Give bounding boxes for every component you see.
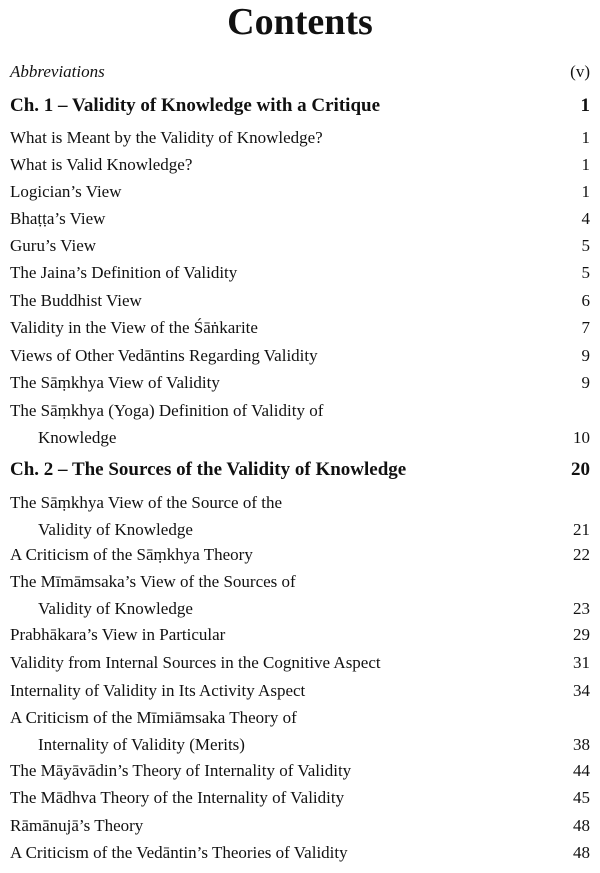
toc-entry-continuation: Validity of Knowledge	[38, 599, 193, 618]
toc-entry-text: Prabhākara’s View in Particular	[10, 625, 226, 644]
toc-page-number: 20	[571, 459, 590, 480]
toc-page-number: 1	[581, 182, 590, 201]
toc-entry-text: Validity from Internal Sources in the Cognitive Aspect	[10, 653, 381, 672]
toc-entry	[10, 151, 590, 178]
toc-entry-text: Rāmānujā’s Theory	[10, 816, 144, 835]
toc-entry	[10, 839, 590, 866]
toc-entry-text: What is Meant by the Validity of Knowledge?	[10, 128, 323, 147]
toc-entry	[10, 342, 590, 369]
toc-entry-text: Internality of Validity in Its Activity Aspect	[10, 681, 306, 700]
toc-page-number: 22	[573, 545, 590, 564]
toc-page-number: 9	[581, 373, 590, 392]
toc-page-number: 1	[581, 155, 590, 174]
toc-entry-continuation: Internality of Validity (Merits)	[38, 735, 245, 754]
toc-page-number: 29	[573, 625, 590, 644]
toc-page-number: 9	[581, 346, 590, 365]
toc-entry-text: Guru’s View	[10, 236, 97, 255]
toc-page-number: 5	[581, 263, 590, 282]
toc-entry-text: Bhaṭṭa’s View	[10, 209, 106, 228]
toc-entry	[10, 124, 590, 151]
toc-entry	[10, 205, 590, 232]
toc-page-number: 21	[573, 520, 590, 539]
toc-page-number: 1	[581, 128, 590, 147]
toc-entry	[10, 232, 590, 259]
toc-entry-text: A Criticism of the Sāṃkhya Theory	[10, 545, 253, 564]
toc-entry-text: A Criticism of the Vedāntin’s Theories of Validity	[10, 843, 348, 862]
toc-entry-text: The Buddhist View	[10, 291, 142, 310]
toc-chapter-title: Ch. 2 – The Sources of the Validity of Knowledge	[10, 459, 407, 480]
toc-entry	[10, 812, 590, 839]
toc-page-number: 44	[573, 761, 590, 780]
toc-entry-text: The Jaina’s Definition of Validity	[10, 263, 238, 282]
toc-entry-continuation: Validity of Knowledge	[38, 520, 193, 539]
toc-page-number: 48	[573, 843, 590, 862]
toc-page-number: 38	[573, 735, 590, 754]
toc-page-number: 1	[580, 95, 590, 116]
toc-page-number: 5	[581, 236, 590, 255]
toc-entry-text: The Sāṃkhya (Yoga) Definition of Validity of	[10, 401, 324, 420]
toc-entry-continuation: Knowledge	[38, 428, 117, 447]
toc-page-number: 7	[581, 318, 590, 337]
toc-page-number: 10	[573, 428, 590, 447]
toc-chapter-title: Ch. 1 – Validity of Knowledge with a Critique	[10, 95, 381, 116]
toc-entry-text: Abbreviations	[10, 62, 105, 81]
toc-entry-text: Views of Other Vedāntins Regarding Validity	[10, 346, 318, 365]
toc-entry-text: What is Valid Knowledge?	[10, 155, 193, 174]
toc-entry	[10, 784, 590, 811]
toc-entry	[10, 259, 590, 286]
toc-chapter-1	[10, 92, 590, 119]
toc-entry	[10, 369, 590, 396]
toc-entry	[10, 314, 590, 341]
toc-page-number: 4	[581, 209, 590, 228]
toc-entry	[10, 649, 590, 676]
toc-entry	[10, 757, 590, 784]
toc-page-number: 34	[573, 681, 590, 700]
toc-entry	[10, 178, 590, 205]
toc-entry	[10, 677, 590, 704]
toc-entry-abbreviations	[10, 58, 590, 85]
toc-entry	[10, 489, 590, 543]
toc-chapter-2	[10, 456, 590, 483]
toc-entry-text: The Māyāvādin’s Theory of Internality of Validity	[10, 761, 352, 780]
toc-entry	[10, 568, 590, 622]
toc-entry-text: A Criticism of the Mīmiāmsaka Theory of	[10, 708, 297, 727]
toc-entry-text: The Mīmāmsaka’s View of the Sources of	[10, 572, 296, 591]
toc-page-number: 23	[573, 599, 590, 618]
toc-entry-text: The Mādhva Theory of the Internality of Validity	[10, 788, 345, 807]
toc-page-number: 6	[581, 291, 590, 310]
toc-page-number: 48	[573, 816, 590, 835]
toc-entry-text: Validity in the View of the Śāṅkarite	[10, 318, 258, 337]
toc-page-number: (v)	[570, 62, 590, 81]
toc-entry	[10, 541, 590, 568]
toc-entry	[10, 397, 590, 451]
page-title: Contents	[227, 1, 373, 43]
toc-entry-text: Logician’s View	[10, 182, 122, 201]
toc-entry-text: The Sāṃkhya View of the Source of the	[10, 493, 283, 512]
toc-page-number: 45	[573, 788, 590, 807]
toc-page-number: 31	[573, 653, 590, 672]
toc-entry	[10, 704, 590, 758]
toc-entry	[10, 621, 590, 648]
toc-entry	[10, 287, 590, 314]
toc-entry-text: The Sāṃkhya View of Validity	[10, 373, 220, 392]
